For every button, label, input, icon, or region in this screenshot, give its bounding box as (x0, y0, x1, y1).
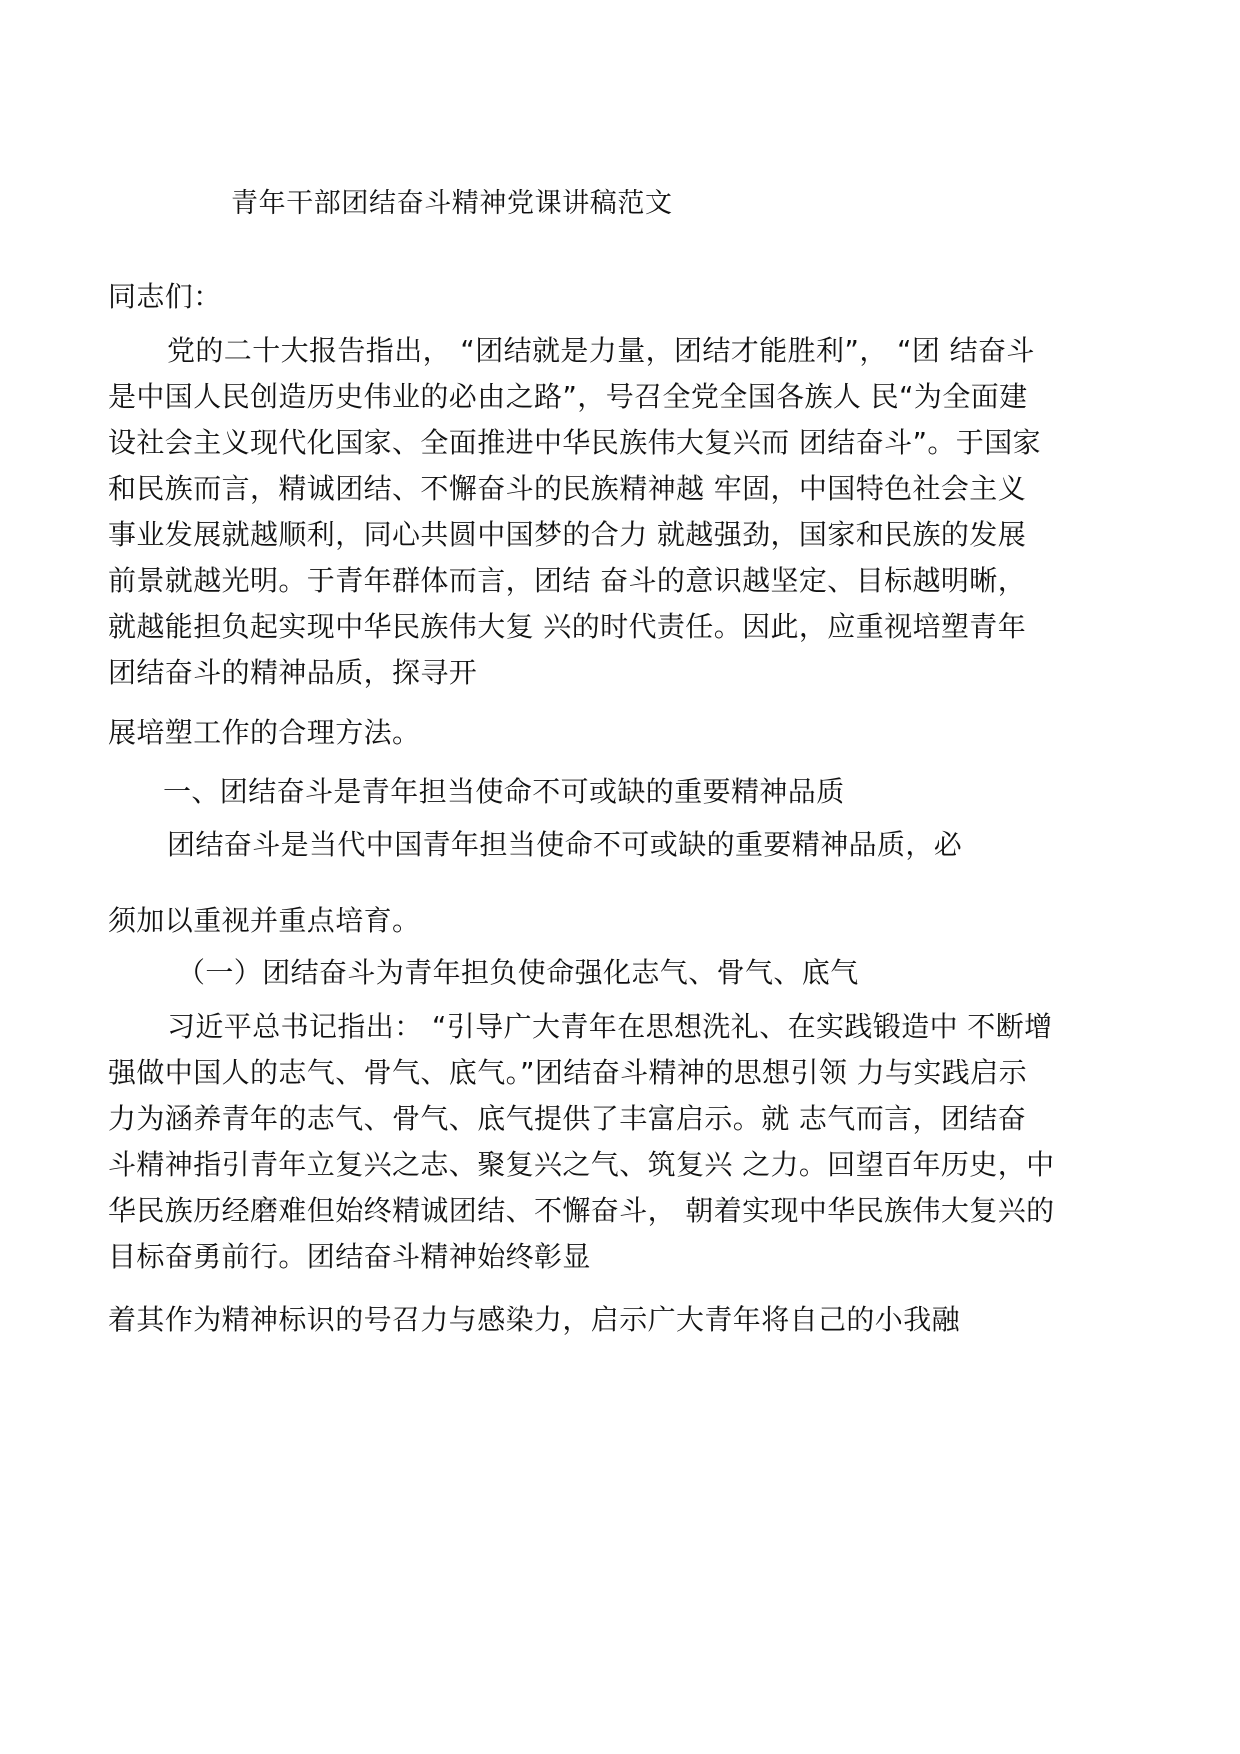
paragraph-line: 展培塑工作的合理方法。 (108, 716, 421, 749)
paragraph-line: 团结奋斗是当代中国青年担当使命不可或缺的重要精神品质，必 (167, 828, 963, 861)
paragraph-line: 华民族历经磨难但始终精诚团结、不懈奋斗， 朝着实现中华民族伟大复兴的 (108, 1194, 1055, 1227)
section-heading: 一、团结奋斗是青年担当使命不可或缺的重要精神品质 (163, 775, 845, 808)
paragraph-line: 事业发展就越顺利，同心共圆中国梦的合力 就越强劲，国家和民族的发展 (108, 518, 1027, 551)
paragraph-line: 强做中国人的志气、骨气、底气。”团结奋斗精神的思想引领 力与实践启示 (108, 1056, 1028, 1089)
paragraph-line: 须加以重视并重点培育。 (108, 904, 421, 937)
paragraph-line: 力为涵养青年的志气、骨气、底气提供了丰富启示。就 志气而言，团结奋 (108, 1102, 1027, 1135)
document-title: 青年干部团结奋斗精神党课讲稿范文 (231, 188, 673, 219)
paragraph-line: 着其作为精神标识的号召力与感染力，启示广大青年将自己的小我融 (108, 1303, 961, 1336)
subsection-heading: （一）团结奋斗为青年担负使命强化志气、骨气、底气 (177, 956, 859, 989)
paragraph-line: 目标奋勇前行。团结奋斗精神始终彰显 (108, 1240, 591, 1273)
paragraph-line: 习近平总书记指出： “引导广大青年在思想洗礼、在实践锻造中 不断增 (167, 1010, 1053, 1043)
paragraph-line: 前景就越光明。于青年群体而言，团结 奋斗的意识越坚定、目标越明晰， (108, 564, 1027, 597)
paragraph-line: 和民族而言，精诚团结、不懈奋斗的民族精神越 牢固，中国特色社会主义 (108, 472, 1027, 505)
paragraph-line: 党的二十大报告指出， “团结就是力量，团结才能胜利”， “团 结奋斗 (167, 334, 1035, 367)
paragraph-line: 团结奋斗的精神品质，探寻开 (108, 656, 478, 689)
salutation: 同志们： (108, 280, 222, 313)
paragraph-line: 是中国人民创造历史伟业的必由之路”，号召全党全国各族人 民“为全面建 (108, 380, 1028, 413)
paragraph-line: 设社会主义现代化国家、全面推进中华民族伟大复兴而 团结奋斗”。于国家 (108, 426, 1042, 459)
paragraph-line: 斗精神指引青年立复兴之志、聚复兴之气、筑复兴 之力。回望百年历史，中 (108, 1148, 1055, 1181)
paragraph-line: 就越能担负起实现中华民族伟大复 兴的时代责任。因此，应重视培塑青年 (108, 610, 1027, 643)
